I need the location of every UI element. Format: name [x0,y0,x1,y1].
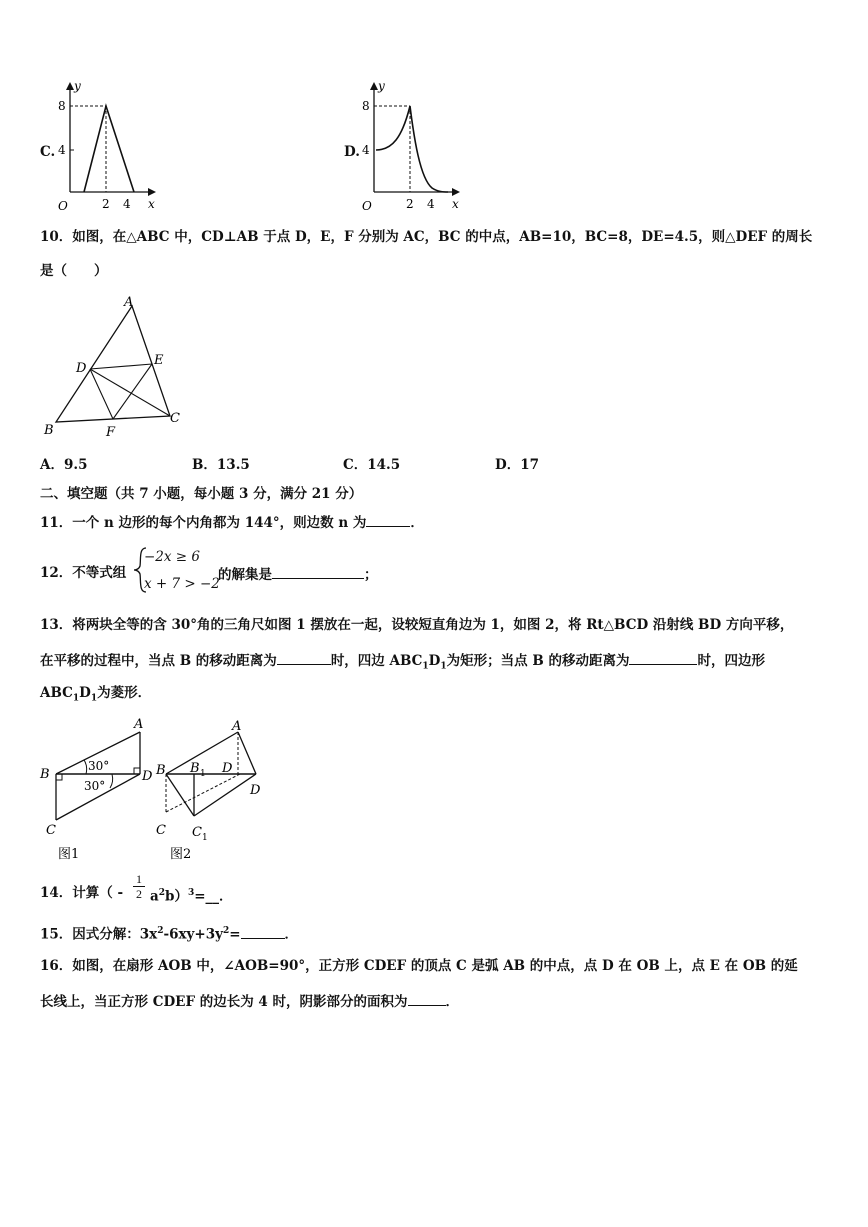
q10-option-b: B．13.5 [192,457,250,473]
graph-c-xtick-2: 2 [102,197,110,211]
fig10-label-e: E [154,353,164,368]
q12-mid: 的解集是 [218,567,272,583]
fig2-label-a: A [232,719,242,734]
section2-title: 二、填空题（共 7 小题，每小题 3 分，满分 21 分） [40,486,363,502]
graph-d-ytick-8: 8 [362,99,370,113]
q14-rest [150,884,233,906]
fig2-label-c: C [156,823,166,838]
q16-line2-a: 长线上，当正方形 CDEF 的边长为 4 时，阴影部分的面积为 [40,994,408,1010]
q10-line1: 10．如图，在△ABC 中，CD⊥AB 于点 D，E，F 分别为 AC，BC 的中点，AB=10，BC=8，DE=4.5，则△DEF 的周长 [40,229,813,245]
fig2-label-b: B [156,763,166,778]
fig1-angle-bottom: 30° [84,779,106,793]
fig2-label-d: D [222,761,233,776]
q11 [40,512,424,532]
q15-sq2: 2 [222,926,230,936]
q15-mid: -6xy+3y [163,926,223,943]
fig1-label-b: B [40,767,50,782]
fig2-label-b1-sub: 1 [200,769,206,779]
q14-frac-den: 2 [133,886,145,901]
q11-text: 11．一个 n 边形的每个内角都为 144°，则边数 n 为 [40,515,367,531]
q15 [40,922,298,944]
fig1-label-c: C [46,823,56,838]
q13-line2-a: 在平移的过程中，当点 B 的移动距离为 [40,653,277,669]
q13-blank-1[interactable] [277,650,331,665]
q16-blank[interactable] [408,991,446,1006]
fig2-label-c1-sub: 1 [202,833,208,843]
graph-d-y-label: y [378,79,385,93]
q10-triangle-figure [38,292,188,442]
graph-d-xtick-2: 2 [406,197,414,211]
q10-option-a: A．9.5 [40,457,88,473]
q12-end: ； [364,567,378,583]
q13-line3 [40,684,151,708]
q13-line3-b: D [79,685,91,701]
q13-blank-2[interactable] [629,650,697,665]
q13-figure-2 [152,712,282,862]
q12-pre: 12．不等式组 [40,565,127,581]
option-d-label: D. [344,144,360,160]
fig10-label-f: F [106,425,116,440]
q13-line3-a: ABC [40,685,73,701]
graph-d-origin: O [362,199,372,213]
graph-d-xtick-4: 4 [427,197,435,211]
q13-line2-c: D [428,653,441,669]
graph-c-ytick-4: 4 [58,143,66,157]
fig2-label-c1: C [192,825,202,840]
fig2-caption: 图2 [170,847,192,862]
q14-a: a [150,888,159,905]
q13-sub-d1b: 1 [90,693,98,704]
q14-post: =__． [194,888,233,905]
q10-line2: 是（ ） [40,263,108,279]
graph-d-ytick-4: 4 [362,143,370,157]
q14-fraction [133,872,145,901]
q14-cube: 3 [187,888,195,898]
q13-line2-e: 时，四边形 [697,653,765,669]
q16-line1: 16．如图，在扇形 AOB 中，∠AOB=90°，正方形 CDEF 的顶点 C 是弧 AB 的中点，点 D 在 OB 上，点 E 在 OB 的延 [40,958,798,974]
q13-sub-d1: 1 [440,661,447,672]
q14-frac-num: 1 [136,872,142,886]
q13-line3-c: 为菱形． [97,685,152,701]
fig2-label-d1: D [250,783,261,798]
q12-rest [218,564,378,584]
q15-eq: = [229,926,241,943]
q13-line2-d: 为矩形；当点 B 的移动距离为 [446,653,630,669]
graph-c-ytick-8: 8 [58,99,66,113]
fig1-label-a: A [134,717,144,732]
q13-figure-1 [38,712,158,862]
q12-row1: −2x ≥ 6 [144,549,200,565]
option-c-label: C. [40,144,56,160]
q13-line2 [40,650,765,676]
q14-sq: 2 [158,888,166,898]
q11-end: ． [410,515,424,531]
q10-option-c: C．14.5 [343,457,401,473]
graph-c-xtick-4: 4 [123,197,131,211]
fig10-label-a: A [124,295,134,310]
q14-pre: 14．计算（ - [40,885,124,901]
q14-b: b） [165,888,188,905]
graph-c-y-label: y [74,79,81,93]
fig1-caption: 图1 [58,847,80,862]
q13-line2-b: 时，四边 ABC [330,653,423,669]
q11-blank[interactable] [366,512,410,527]
q15-blank[interactable] [241,924,285,939]
q15-tail: ． [284,926,299,943]
q15-sq1: 2 [157,926,164,936]
fig1-label-d: D [142,769,153,784]
graph-d [364,78,464,218]
graph-c-x-label: x [148,197,155,211]
q13-sub-c1b: 1 [72,693,80,704]
q16-line2 [40,991,459,1011]
q13-line1: 13．将两块全等的含 30°角的三角尺如图 1 摆放在一起，设较短直角边为 1，如图 2，将 Rt△BCD 沿射线 BD 方向平移， [40,617,794,633]
fig10-label-c: C [170,411,180,426]
graph-d-x-label: x [452,197,459,211]
q12-blank[interactable] [272,564,364,579]
graph-c [60,78,160,218]
q16-line2-b: ． [445,994,460,1010]
q10-option-d: D．17 [495,457,539,473]
q12-row2: x + 7 > −2 [144,576,220,592]
q13-sub-c1: 1 [422,661,429,672]
fig10-label-b: B [44,423,54,438]
fig10-label-d: D [76,361,87,376]
q15-pre: 15．因式分解：3x [40,926,158,943]
graph-c-origin: O [58,199,68,213]
fig2-label-b1: B [190,761,200,776]
fig1-angle-top: 30° [88,759,110,773]
